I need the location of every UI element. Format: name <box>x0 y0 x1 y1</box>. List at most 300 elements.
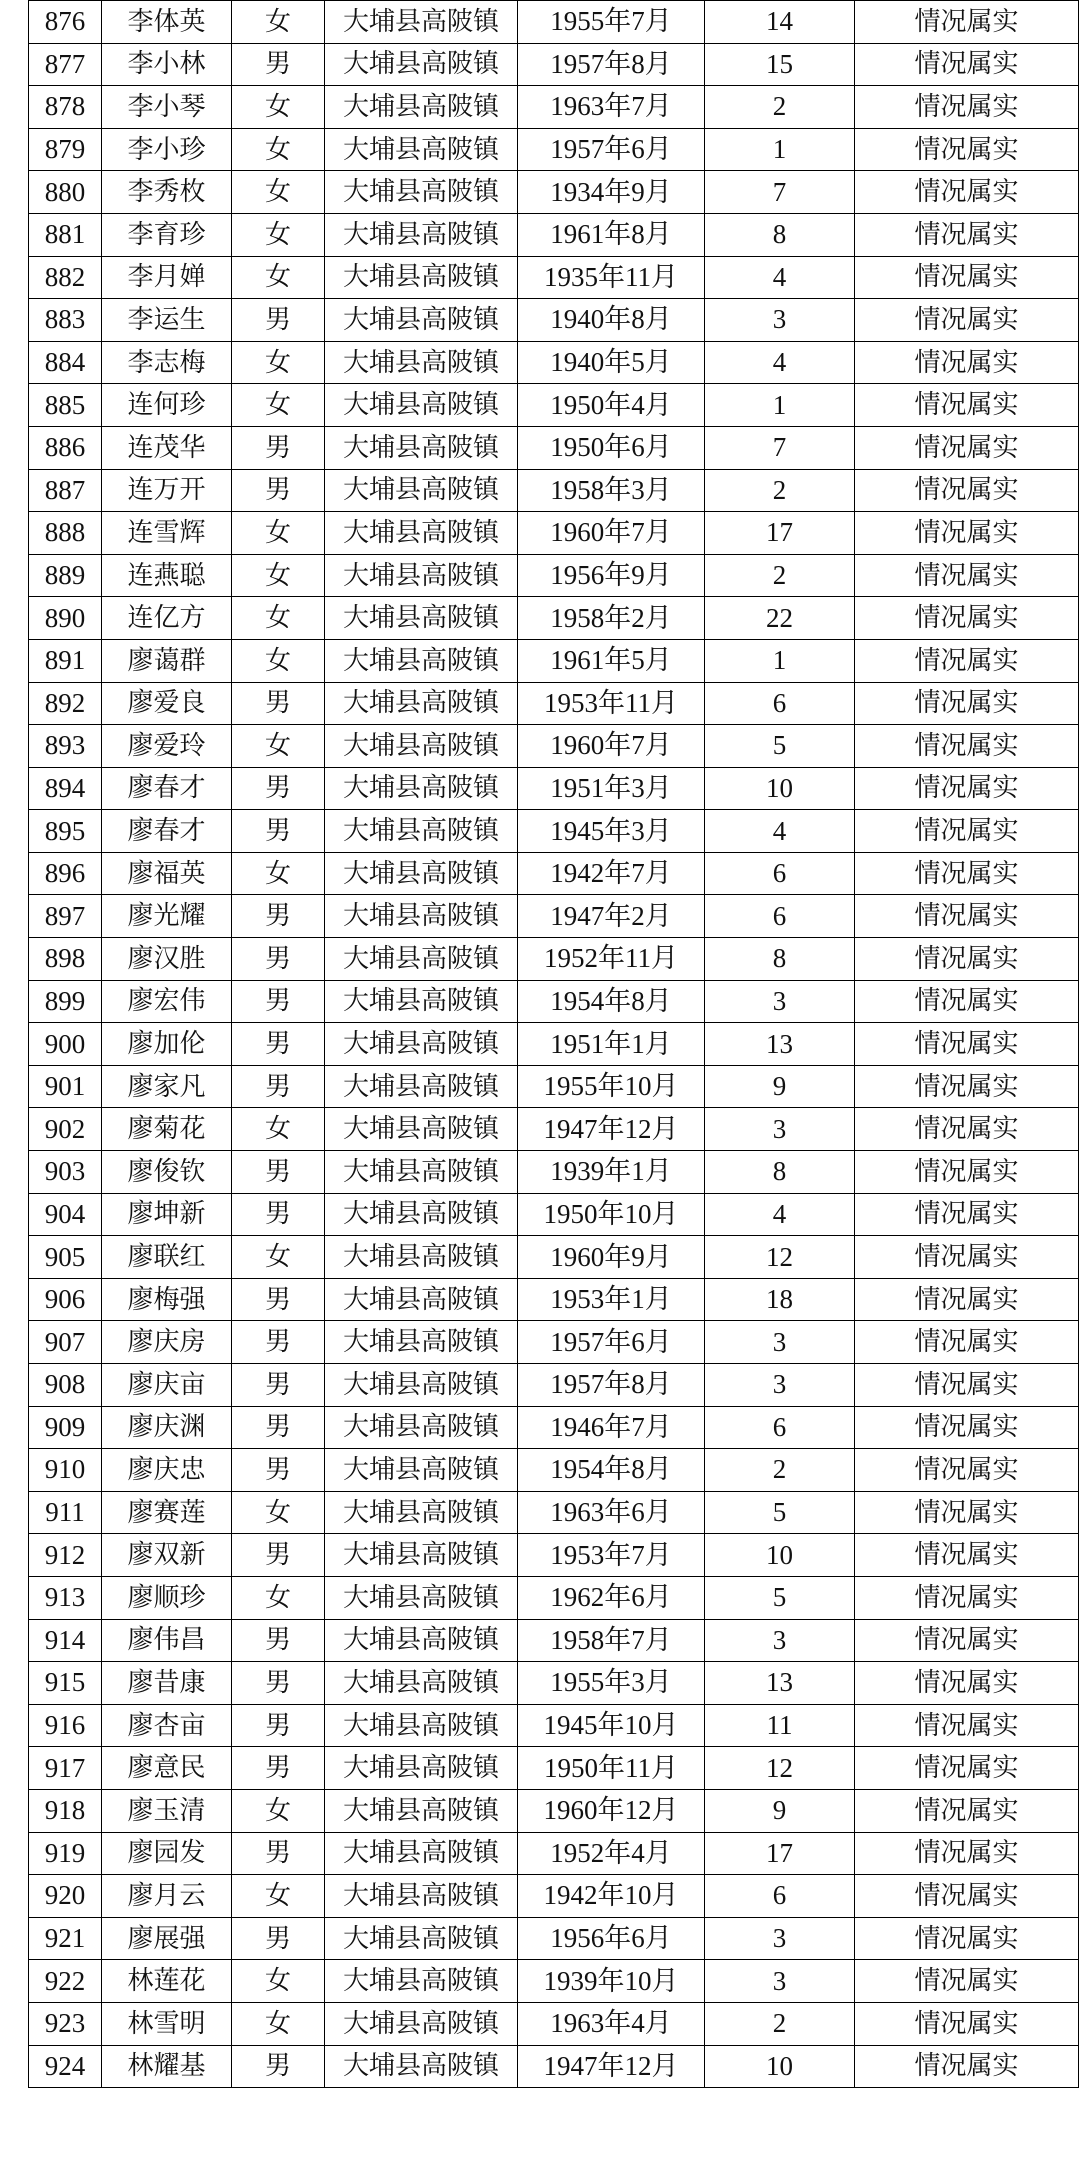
cell-serial-number: 881 <box>29 213 102 256</box>
cell-gender: 男 <box>232 1193 325 1236</box>
table-row <box>29 1023 1079 1066</box>
cell-gender: 女 <box>232 213 325 256</box>
cell-birth-date: 1950年6月 <box>518 426 705 469</box>
cell-address: 大埔县高陂镇 <box>325 1023 518 1066</box>
cell-serial-number: 910 <box>29 1449 102 1492</box>
cell-name: 廖园发 <box>102 1832 232 1875</box>
table-row <box>29 2045 1079 2088</box>
cell-birth-date: 1950年11月 <box>518 1747 705 1790</box>
cell-serial-number: 916 <box>29 1704 102 1747</box>
cell-gender: 女 <box>232 1491 325 1534</box>
cell-gender: 女 <box>232 1576 325 1619</box>
table-row <box>29 1662 1079 1705</box>
cell-status: 情况属实 <box>855 1236 1079 1279</box>
cell-status: 情况属实 <box>855 1449 1079 1492</box>
cell-address: 大埔县高陂镇 <box>325 1917 518 1960</box>
cell-gender: 女 <box>232 86 325 129</box>
cell-name: 廖伟昌 <box>102 1619 232 1662</box>
cell-serial-number: 885 <box>29 384 102 427</box>
cell-birth-date: 1957年6月 <box>518 128 705 171</box>
cell-years: 3 <box>705 1364 855 1407</box>
cell-gender: 男 <box>232 426 325 469</box>
cell-serial-number: 883 <box>29 299 102 342</box>
cell-status: 情况属实 <box>855 1662 1079 1705</box>
cell-address: 大埔县高陂镇 <box>325 895 518 938</box>
cell-birth-date: 1957年8月 <box>518 1364 705 1407</box>
cell-status: 情况属实 <box>855 1 1079 44</box>
cell-address: 大埔县高陂镇 <box>325 1151 518 1194</box>
cell-years: 6 <box>705 682 855 725</box>
table-row <box>29 639 1079 682</box>
cell-name: 廖汉胜 <box>102 938 232 981</box>
cell-gender: 女 <box>232 256 325 299</box>
cell-years: 2 <box>705 2002 855 2045</box>
cell-status: 情况属实 <box>855 1789 1079 1832</box>
cell-serial-number: 909 <box>29 1406 102 1449</box>
cell-birth-date: 1960年9月 <box>518 1236 705 1279</box>
table-row <box>29 725 1079 768</box>
cell-gender: 女 <box>232 1 325 44</box>
cell-name: 廖宏伟 <box>102 980 232 1023</box>
cell-serial-number: 906 <box>29 1278 102 1321</box>
cell-gender: 男 <box>232 682 325 725</box>
cell-name: 林雪明 <box>102 2002 232 2045</box>
cell-serial-number: 901 <box>29 1065 102 1108</box>
cell-birth-date: 1955年7月 <box>518 1 705 44</box>
cell-years: 3 <box>705 980 855 1023</box>
cell-years: 6 <box>705 1406 855 1449</box>
cell-name: 廖意民 <box>102 1747 232 1790</box>
cell-serial-number: 882 <box>29 256 102 299</box>
cell-address: 大埔县高陂镇 <box>325 725 518 768</box>
cell-name: 廖福英 <box>102 852 232 895</box>
cell-name: 廖联红 <box>102 1236 232 1279</box>
cell-years: 8 <box>705 1151 855 1194</box>
cell-name: 廖蔼群 <box>102 639 232 682</box>
table-row <box>29 1832 1079 1875</box>
cell-years: 9 <box>705 1789 855 1832</box>
cell-address: 大埔县高陂镇 <box>325 1193 518 1236</box>
cell-gender: 女 <box>232 384 325 427</box>
cell-years: 8 <box>705 213 855 256</box>
cell-name: 李小珍 <box>102 128 232 171</box>
cell-gender: 男 <box>232 1704 325 1747</box>
cell-serial-number: 895 <box>29 810 102 853</box>
cell-name: 廖坤新 <box>102 1193 232 1236</box>
cell-serial-number: 922 <box>29 1960 102 2003</box>
cell-serial-number: 905 <box>29 1236 102 1279</box>
cell-status: 情况属实 <box>855 725 1079 768</box>
cell-serial-number: 890 <box>29 597 102 640</box>
cell-serial-number: 921 <box>29 1917 102 1960</box>
cell-years: 2 <box>705 469 855 512</box>
cell-gender: 女 <box>232 1108 325 1151</box>
cell-address: 大埔县高陂镇 <box>325 1065 518 1108</box>
cell-status: 情况属实 <box>855 1747 1079 1790</box>
table-row <box>29 213 1079 256</box>
cell-address: 大埔县高陂镇 <box>325 1108 518 1151</box>
cell-address: 大埔县高陂镇 <box>325 980 518 1023</box>
cell-years: 4 <box>705 810 855 853</box>
cell-name: 连茂华 <box>102 426 232 469</box>
cell-status: 情况属实 <box>855 299 1079 342</box>
cell-address: 大埔县高陂镇 <box>325 767 518 810</box>
cell-gender: 男 <box>232 1747 325 1790</box>
table-row <box>29 1236 1079 1279</box>
cell-address: 大埔县高陂镇 <box>325 1875 518 1918</box>
cell-years: 7 <box>705 171 855 214</box>
cell-name: 廖爱玲 <box>102 725 232 768</box>
table-row <box>29 1364 1079 1407</box>
cell-serial-number: 900 <box>29 1023 102 1066</box>
table-row <box>29 1534 1079 1577</box>
cell-birth-date: 1947年2月 <box>518 895 705 938</box>
cell-gender: 男 <box>232 1662 325 1705</box>
cell-birth-date: 1960年7月 <box>518 725 705 768</box>
cell-serial-number: 880 <box>29 171 102 214</box>
cell-serial-number: 899 <box>29 980 102 1023</box>
cell-serial-number: 879 <box>29 128 102 171</box>
cell-address: 大埔县高陂镇 <box>325 1662 518 1705</box>
cell-serial-number: 913 <box>29 1576 102 1619</box>
cell-years: 17 <box>705 512 855 555</box>
table-row <box>29 1 1079 44</box>
cell-years: 9 <box>705 1065 855 1108</box>
cell-status: 情况属实 <box>855 682 1079 725</box>
cell-address: 大埔县高陂镇 <box>325 1449 518 1492</box>
cell-years: 3 <box>705 1321 855 1364</box>
cell-birth-date: 1958年2月 <box>518 597 705 640</box>
cell-birth-date: 1954年8月 <box>518 1449 705 1492</box>
cell-serial-number: 888 <box>29 512 102 555</box>
cell-birth-date: 1953年11月 <box>518 682 705 725</box>
table-row <box>29 554 1079 597</box>
cell-name: 林耀基 <box>102 2045 232 2088</box>
cell-address: 大埔县高陂镇 <box>325 43 518 86</box>
cell-name: 廖月云 <box>102 1875 232 1918</box>
cell-serial-number: 889 <box>29 554 102 597</box>
cell-status: 情况属实 <box>855 1875 1079 1918</box>
cell-gender: 女 <box>232 1960 325 2003</box>
cell-name: 廖爱良 <box>102 682 232 725</box>
cell-status: 情况属实 <box>855 1108 1079 1151</box>
cell-gender: 男 <box>232 1023 325 1066</box>
table-row <box>29 426 1079 469</box>
cell-gender: 女 <box>232 554 325 597</box>
cell-serial-number: 884 <box>29 341 102 384</box>
cell-gender: 男 <box>232 1534 325 1577</box>
cell-name: 廖加伦 <box>102 1023 232 1066</box>
cell-years: 3 <box>705 1960 855 2003</box>
cell-years: 14 <box>705 1 855 44</box>
cell-status: 情况属实 <box>855 1960 1079 2003</box>
cell-status: 情况属实 <box>855 1065 1079 1108</box>
cell-serial-number: 923 <box>29 2002 102 2045</box>
cell-birth-date: 1953年1月 <box>518 1278 705 1321</box>
table-row <box>29 1704 1079 1747</box>
cell-status: 情况属实 <box>855 852 1079 895</box>
cell-address: 大埔县高陂镇 <box>325 341 518 384</box>
cell-name: 廖玉清 <box>102 1789 232 1832</box>
cell-serial-number: 907 <box>29 1321 102 1364</box>
cell-birth-date: 1951年1月 <box>518 1023 705 1066</box>
table-row <box>29 469 1079 512</box>
cell-serial-number: 893 <box>29 725 102 768</box>
cell-serial-number: 898 <box>29 938 102 981</box>
roster-table <box>28 0 1079 2088</box>
table-row <box>29 1321 1079 1364</box>
cell-address: 大埔县高陂镇 <box>325 384 518 427</box>
cell-status: 情况属实 <box>855 810 1079 853</box>
cell-serial-number: 908 <box>29 1364 102 1407</box>
cell-gender: 男 <box>232 469 325 512</box>
table-row <box>29 256 1079 299</box>
cell-years: 5 <box>705 1576 855 1619</box>
table-row <box>29 1151 1079 1194</box>
cell-gender: 女 <box>232 1875 325 1918</box>
cell-status: 情况属实 <box>855 1023 1079 1066</box>
roster-table-page <box>28 0 1078 2088</box>
cell-gender: 男 <box>232 1364 325 1407</box>
cell-years: 4 <box>705 1193 855 1236</box>
cell-address: 大埔县高陂镇 <box>325 1576 518 1619</box>
cell-serial-number: 919 <box>29 1832 102 1875</box>
cell-years: 7 <box>705 426 855 469</box>
cell-years: 10 <box>705 767 855 810</box>
cell-status: 情况属实 <box>855 171 1079 214</box>
cell-birth-date: 1961年8月 <box>518 213 705 256</box>
cell-name: 连亿方 <box>102 597 232 640</box>
cell-gender: 男 <box>232 1065 325 1108</box>
cell-address: 大埔县高陂镇 <box>325 1278 518 1321</box>
cell-name: 廖梅强 <box>102 1278 232 1321</box>
cell-birth-date: 1954年8月 <box>518 980 705 1023</box>
cell-name: 廖春才 <box>102 767 232 810</box>
cell-address: 大埔县高陂镇 <box>325 469 518 512</box>
cell-years: 12 <box>705 1236 855 1279</box>
cell-serial-number: 892 <box>29 682 102 725</box>
cell-address: 大埔县高陂镇 <box>325 426 518 469</box>
cell-serial-number: 887 <box>29 469 102 512</box>
cell-years: 2 <box>705 86 855 129</box>
cell-birth-date: 1957年6月 <box>518 1321 705 1364</box>
cell-gender: 男 <box>232 2045 325 2088</box>
cell-gender: 女 <box>232 128 325 171</box>
cell-name: 廖赛莲 <box>102 1491 232 1534</box>
cell-status: 情况属实 <box>855 213 1079 256</box>
cell-address: 大埔县高陂镇 <box>325 1236 518 1279</box>
cell-address: 大埔县高陂镇 <box>325 1747 518 1790</box>
cell-name: 连何珍 <box>102 384 232 427</box>
cell-years: 10 <box>705 1534 855 1577</box>
cell-serial-number: 878 <box>29 86 102 129</box>
table-row <box>29 1449 1079 1492</box>
cell-status: 情况属实 <box>855 1534 1079 1577</box>
cell-gender: 女 <box>232 1789 325 1832</box>
cell-birth-date: 1956年6月 <box>518 1917 705 1960</box>
cell-gender: 女 <box>232 512 325 555</box>
cell-status: 情况属实 <box>855 1576 1079 1619</box>
cell-years: 17 <box>705 1832 855 1875</box>
cell-years: 6 <box>705 1875 855 1918</box>
table-row <box>29 852 1079 895</box>
cell-status: 情况属实 <box>855 128 1079 171</box>
cell-gender: 男 <box>232 980 325 1023</box>
cell-name: 廖俊钦 <box>102 1151 232 1194</box>
cell-birth-date: 1950年10月 <box>518 1193 705 1236</box>
cell-address: 大埔县高陂镇 <box>325 2045 518 2088</box>
cell-status: 情况属实 <box>855 1491 1079 1534</box>
cell-name: 李体英 <box>102 1 232 44</box>
cell-gender: 男 <box>232 810 325 853</box>
table-row <box>29 2002 1079 2045</box>
table-row <box>29 1491 1079 1534</box>
cell-gender: 男 <box>232 1321 325 1364</box>
cell-address: 大埔县高陂镇 <box>325 1406 518 1449</box>
cell-name: 李运生 <box>102 299 232 342</box>
cell-years: 2 <box>705 1449 855 1492</box>
cell-birth-date: 1955年10月 <box>518 1065 705 1108</box>
cell-serial-number: 891 <box>29 639 102 682</box>
cell-status: 情况属实 <box>855 1832 1079 1875</box>
cell-status: 情况属实 <box>855 512 1079 555</box>
cell-years: 10 <box>705 2045 855 2088</box>
cell-name: 李育珍 <box>102 213 232 256</box>
cell-gender: 男 <box>232 767 325 810</box>
cell-birth-date: 1963年4月 <box>518 2002 705 2045</box>
cell-gender: 男 <box>232 938 325 981</box>
cell-gender: 男 <box>232 1449 325 1492</box>
cell-years: 3 <box>705 1917 855 1960</box>
table-row <box>29 895 1079 938</box>
cell-gender: 男 <box>232 43 325 86</box>
cell-name: 廖昔康 <box>102 1662 232 1705</box>
cell-address: 大埔县高陂镇 <box>325 512 518 555</box>
cell-birth-date: 1939年10月 <box>518 1960 705 2003</box>
cell-name: 廖展强 <box>102 1917 232 1960</box>
cell-status: 情况属实 <box>855 938 1079 981</box>
cell-years: 22 <box>705 597 855 640</box>
cell-address: 大埔县高陂镇 <box>325 2002 518 2045</box>
cell-years: 2 <box>705 554 855 597</box>
cell-name: 廖庆渊 <box>102 1406 232 1449</box>
table-row <box>29 171 1079 214</box>
cell-status: 情况属实 <box>855 426 1079 469</box>
cell-status: 情况属实 <box>855 341 1079 384</box>
table-row <box>29 128 1079 171</box>
cell-birth-date: 1960年12月 <box>518 1789 705 1832</box>
cell-address: 大埔县高陂镇 <box>325 171 518 214</box>
cell-gender: 女 <box>232 171 325 214</box>
cell-birth-date: 1963年6月 <box>518 1491 705 1534</box>
cell-serial-number: 903 <box>29 1151 102 1194</box>
cell-birth-date: 1955年3月 <box>518 1662 705 1705</box>
cell-address: 大埔县高陂镇 <box>325 1321 518 1364</box>
cell-serial-number: 894 <box>29 767 102 810</box>
cell-birth-date: 1951年3月 <box>518 767 705 810</box>
cell-birth-date: 1956年9月 <box>518 554 705 597</box>
cell-birth-date: 1950年4月 <box>518 384 705 427</box>
cell-status: 情况属实 <box>855 1278 1079 1321</box>
cell-name: 廖光耀 <box>102 895 232 938</box>
cell-years: 6 <box>705 852 855 895</box>
cell-address: 大埔县高陂镇 <box>325 1 518 44</box>
cell-birth-date: 1953年7月 <box>518 1534 705 1577</box>
cell-address: 大埔县高陂镇 <box>325 1534 518 1577</box>
cell-status: 情况属实 <box>855 384 1079 427</box>
cell-name: 廖杏亩 <box>102 1704 232 1747</box>
table-row <box>29 938 1079 981</box>
cell-status: 情况属实 <box>855 43 1079 86</box>
cell-birth-date: 1957年8月 <box>518 43 705 86</box>
cell-gender: 女 <box>232 2002 325 2045</box>
cell-birth-date: 1939年1月 <box>518 1151 705 1194</box>
cell-years: 3 <box>705 1108 855 1151</box>
cell-serial-number: 886 <box>29 426 102 469</box>
cell-address: 大埔县高陂镇 <box>325 256 518 299</box>
cell-name: 廖家凡 <box>102 1065 232 1108</box>
table-row <box>29 1576 1079 1619</box>
cell-years: 5 <box>705 1491 855 1534</box>
cell-status: 情况属实 <box>855 980 1079 1023</box>
cell-years: 6 <box>705 895 855 938</box>
table-row <box>29 1960 1079 2003</box>
cell-address: 大埔县高陂镇 <box>325 128 518 171</box>
cell-status: 情况属实 <box>855 1917 1079 1960</box>
cell-years: 3 <box>705 1619 855 1662</box>
table-row <box>29 767 1079 810</box>
cell-serial-number: 897 <box>29 895 102 938</box>
table-row <box>29 682 1079 725</box>
cell-status: 情况属实 <box>855 86 1079 129</box>
cell-serial-number: 876 <box>29 1 102 44</box>
cell-status: 情况属实 <box>855 1193 1079 1236</box>
cell-status: 情况属实 <box>855 1704 1079 1747</box>
table-row <box>29 1747 1079 1790</box>
cell-address: 大埔县高陂镇 <box>325 86 518 129</box>
cell-name: 廖春才 <box>102 810 232 853</box>
cell-serial-number: 917 <box>29 1747 102 1790</box>
cell-gender: 女 <box>232 639 325 682</box>
cell-status: 情况属实 <box>855 2045 1079 2088</box>
cell-birth-date: 1934年9月 <box>518 171 705 214</box>
cell-status: 情况属实 <box>855 597 1079 640</box>
cell-serial-number: 912 <box>29 1534 102 1577</box>
cell-address: 大埔县高陂镇 <box>325 938 518 981</box>
cell-birth-date: 1960年7月 <box>518 512 705 555</box>
table-row <box>29 1789 1079 1832</box>
cell-status: 情况属实 <box>855 895 1079 938</box>
cell-years: 11 <box>705 1704 855 1747</box>
cell-address: 大埔县高陂镇 <box>325 1619 518 1662</box>
cell-serial-number: 924 <box>29 2045 102 2088</box>
cell-birth-date: 1963年7月 <box>518 86 705 129</box>
cell-birth-date: 1958年7月 <box>518 1619 705 1662</box>
cell-gender: 女 <box>232 597 325 640</box>
cell-name: 连雪辉 <box>102 512 232 555</box>
cell-name: 李月婵 <box>102 256 232 299</box>
cell-status: 情况属实 <box>855 554 1079 597</box>
cell-gender: 男 <box>232 1832 325 1875</box>
cell-address: 大埔县高陂镇 <box>325 810 518 853</box>
table-row <box>29 1619 1079 1662</box>
cell-name: 连燕聪 <box>102 554 232 597</box>
cell-years: 12 <box>705 1747 855 1790</box>
cell-birth-date: 1947年12月 <box>518 1108 705 1151</box>
cell-birth-date: 1952年4月 <box>518 1832 705 1875</box>
table-row <box>29 384 1079 427</box>
cell-years: 3 <box>705 299 855 342</box>
